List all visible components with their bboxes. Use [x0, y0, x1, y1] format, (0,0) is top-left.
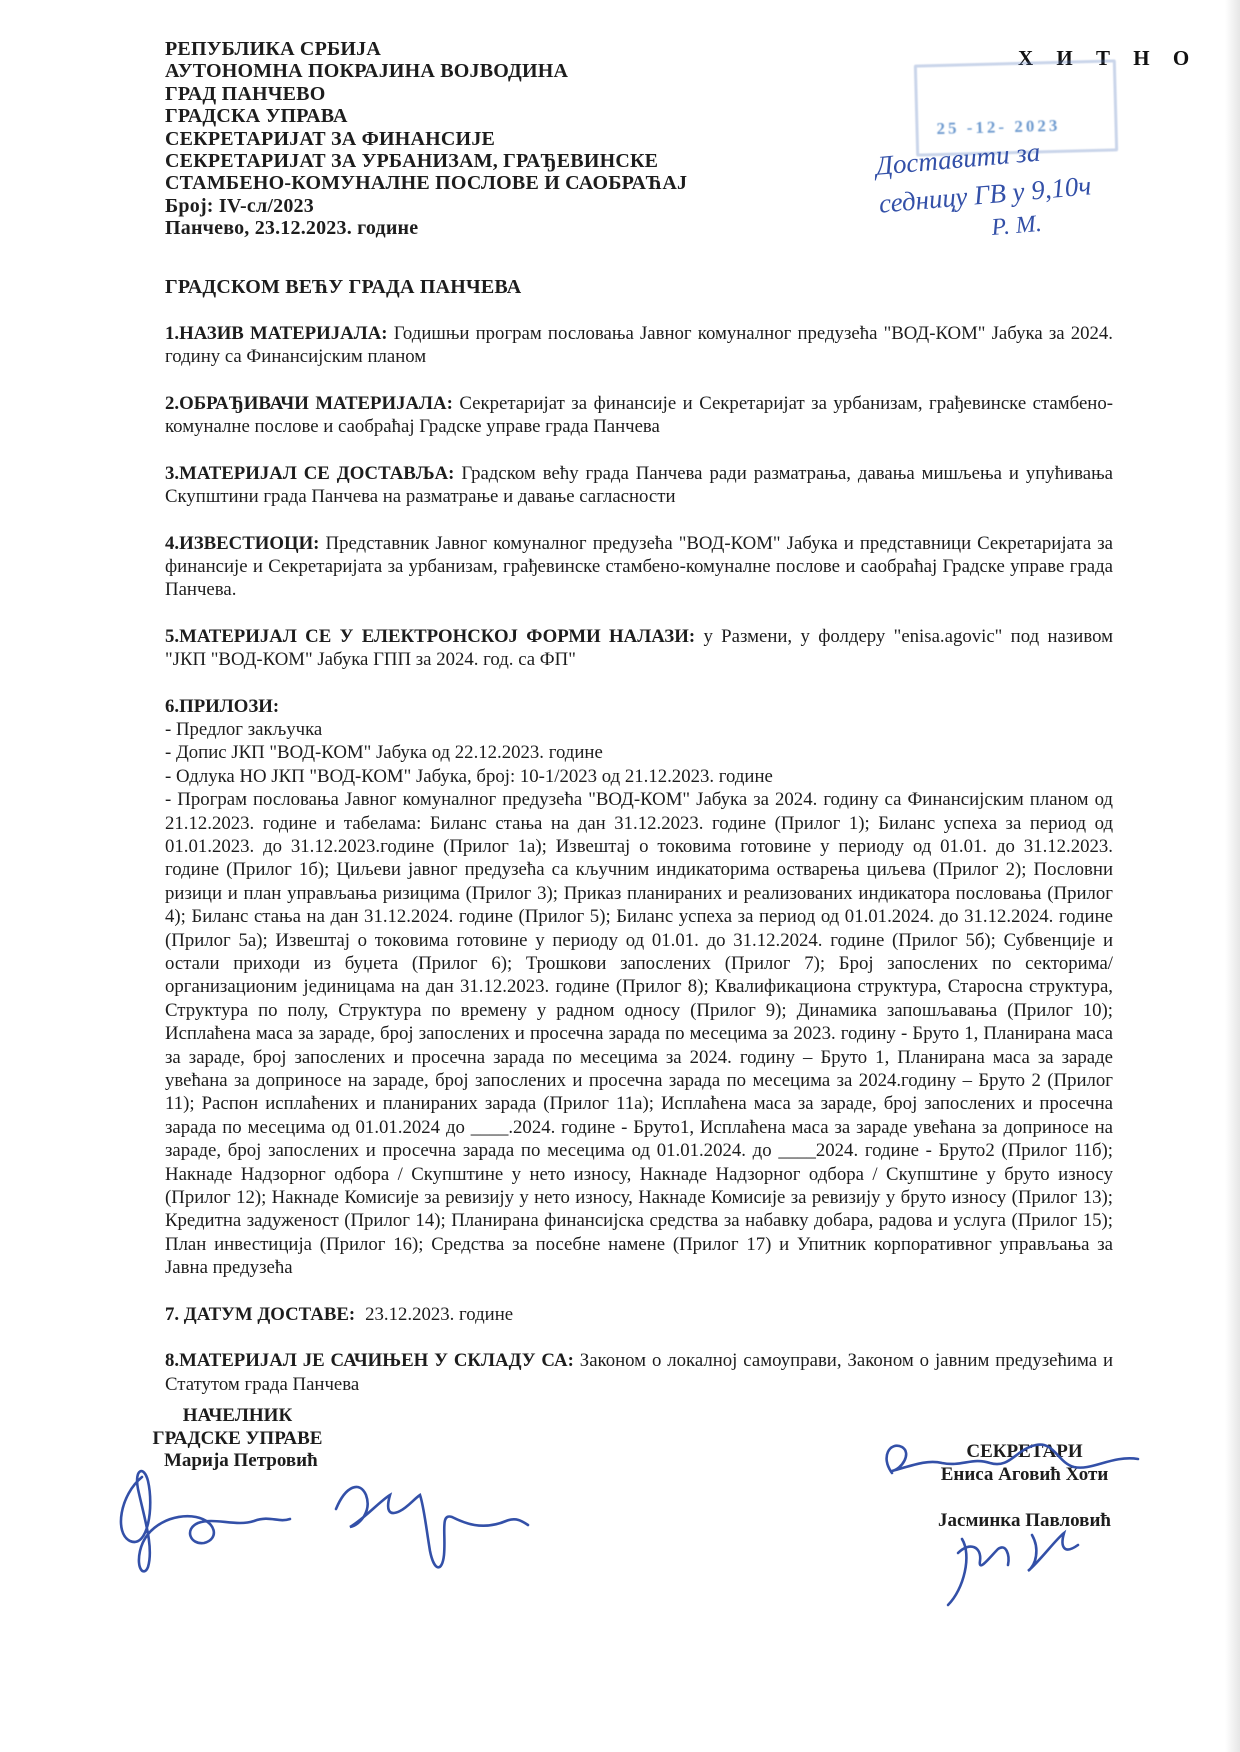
section-8: [165, 1349, 1113, 1396]
letterhead: [165, 38, 1113, 240]
urgent-label: Х И Т Н О: [1018, 46, 1199, 70]
sig-left-title1: НАЧЕЛНИК: [182, 1405, 293, 1426]
section-4: [165, 532, 1113, 602]
attachment-item-program: - Програм пословања Јавног комуналног предузећа "ВОД-КОМ" Јабука за 2024. годину са Финансијским планом од 21.12.2023. године и табелама: Биланс стања на дан 31.12.2023. године (Прилог 1); Биланс успеха за период од 01.01.2023. до 31.12.2023.године (Прилог 1а); Извештај о токовима готовине у периоду од 01.01. до 31.12.2023. године (Прилог 1б); Циљеви јавног предузећа са кључним индикаторима остварења циљева (Прилог 2); Пословни ризици и план управљања ризицима (Прилог 3); Приказ планираних и реализованих индикатора пословања (Прилог 4); Биланс стања на дан 31.12.2024. године (Прилог 5); Биланс успеха за период од 01.01.2024. до 31.12.2024. године (Прилог 5а); Извештај о токовима готовине у периоду од 01.01. до 31.12.2024. године (Прилог 5б); Субвенције и остали приходи из буџета (Прилог 6); Трошкови запослених (Прилог 7); Број запослених по секторима/организационим јединицама на дан 31.12.2023. године (Прилог 8); Квалификациона структура, Старосна структура, Структура по полу, Структура по времену у радном односу (Прилог 9); Динамика запошљавања (Прилог 10); Исплаћена маса за зараде, број запослених и просечна зарада по месецима за 2023. годину - Бруто 1, Планирана маса за зараде, број запослених и просечна зарада по месецима за 2024. годину – Бруто 1, Планирана маса за зараде увећана за доприносе на зараде, број запослених и просечна зарада по месецима за 2024.годину – Бруто 2 (Прилог 11); Распон исплаћених и планираних зарада (Прилог 11а); Исплаћена маса за зараде, број запослених и просечна зарада по месецима од 01.01.2024 до ____.2024. године - Бруто1, Исплаћена маса за зараде увећана за доприносе на зараде, број запослених и просечна зарада по месецима од 01.01.2024. до ____2024. године - Бруто2 (Прилог 11б); Накнаде Надзорног одбора / Скупштине у нето износу, Накнаде Надзорног одбора / Скупштине у бруто износу (Прилог 12); Накнаде Комисије за ревизију у нето износу, Накнаде Комисије за ревизију у бруто износу (Прилог 13); Кредитна задуженост (Прилог 14); Планирана финансијска средства за набавку добара, радова и услуга (Прилог 15); План инвестиција (Прилог 16); Средства за посебне намене (Прилог 17) и Упитник корпоративног управљања за Јавна предузећа: [165, 789, 1113, 1279]
section-2: [165, 392, 1113, 439]
letterhead-line: СЕКРЕТАРИЈАТ ЗА ФИНАНСИЈЕ: [165, 127, 496, 150]
sig-left-name: Марија Петровић: [164, 1450, 318, 1471]
section-6-label: 6.ПРИЛОЗИ:: [165, 695, 280, 717]
stamp-date: 25 -12- 2023: [936, 115, 1061, 139]
section-5: [165, 625, 1113, 672]
section-3: [165, 462, 1113, 509]
section-8-text: Законом о локалној самоуправи, Законом о јавним предузећима и Статутом града Панчева: [165, 1350, 1113, 1395]
letterhead-line: АУТОНОМНА ПОКРАЈИНА ВОЈВОДИНА: [165, 60, 569, 83]
sig-right-name2: Јасминка Павловић: [938, 1510, 1111, 1531]
handwritten-note-line2: седницу ГВ у 9,10ч: [877, 170, 1093, 219]
section-2-text: Секретаријат за финансије и Секретаријат за урбанизам, грађевинске стамбено-комуналне послове и саобраћај Градске управе града Панчева: [165, 392, 1113, 438]
section-4-label: 4.ИЗВЕСТИОЦИ:: [165, 532, 320, 554]
sig-left-title2: ГРАДСКЕ УПРАВЕ: [152, 1427, 323, 1449]
letterhead-line: ГРАДСКА УПРАВА: [165, 105, 348, 128]
section-7-text: 23.12.2023. године: [365, 1303, 514, 1325]
attachment-item: - Допис ЈКП "ВОД-КОМ" Јабука од 22.12.2023. године: [165, 742, 603, 764]
handwritten-initials: Р. М.: [990, 210, 1043, 242]
signature-area: [0, 1405, 1240, 1655]
letterhead-line: РЕПУБЛИКА СРБИЈА: [165, 38, 382, 60]
sig-right-title: СЕКРЕТАРИ: [966, 1441, 1083, 1462]
letterhead-line: ГРАД ПАНЧЕВО: [165, 82, 326, 105]
attachment-item: - Предлог закључка: [165, 718, 323, 740]
letterhead-line: СЕКРЕТАРИЈАТ ЗА УРБАНИЗАМ, ГРАЂЕВИНСКЕ: [165, 150, 659, 173]
section-3-text: Градском већу града Панчева ради разматрања, давања мишљења и упућивања Скупштини града Панчева на разматрање и давање сагласности: [165, 462, 1114, 508]
letterhead-line: СТАМБЕНО-КОМУНАЛНЕ ПОСЛОВЕ И САОБРАЋАЈ: [165, 172, 688, 195]
document-number: Број: IV-сл/2023: [165, 194, 314, 217]
section-5-text: у Размени, у фолдеру "enisa.agovic" под називом "ЈКП "ВОД-КОМ" Јабука ГПП за 2024. год. са ФП": [165, 625, 1113, 671]
section-4-text: Представник Јавног комуналног предузећа "ВОД-КОМ" Јабука и представници Секретаријата за финансије и Секретаријата за урбанизам, грађевинске стамбено-комуналне послове и саобраћај Градске управе града Панчева.: [165, 532, 1113, 601]
section-5-label: 5.МАТЕРИЈАЛ СЕ У ЕЛЕКТРОНСКОЈ ФОРМИ НАЛАЗИ:: [165, 625, 696, 647]
section-2-label: 2.ОБРАЂИВАЧИ МАТЕРИЈАЛА:: [165, 392, 453, 414]
attachment-item: - Одлука НО ЈКП "ВОД-КОМ" Јабука, број: 10-1/2023 од 21.12.2023. године: [165, 765, 773, 787]
section-1: [165, 322, 1113, 369]
document-content: [165, 38, 1113, 1396]
section-1-text: Годишњи програм пословања Јавног комуналног предузећа "ВОД-КОМ" Јабука за 2024. годину са Финансијским планом: [165, 323, 1113, 368]
section-8-label: 8.МАТЕРИЈАЛ ЈЕ САЧИЊЕН У СКЛАДУ СА:: [165, 1350, 574, 1372]
signature-enisa-agovic-hoti: [868, 1429, 1158, 1493]
addressee: ГРАДСКОМ ВЕЋУ ГРАДА ПАНЧЕВА: [165, 275, 522, 298]
section-1-label: 1.НАЗИВ МАТЕРИЈАЛА:: [165, 323, 388, 345]
signature-jasminka-pavlovic: [928, 1521, 1108, 1613]
section-7-label: 7. ДАТУМ ДОСТАВЕ:: [165, 1303, 356, 1325]
sig-right-name1: Ениса Аговић Хоти: [940, 1463, 1109, 1485]
page-edge-shadow: [1225, 0, 1240, 1752]
handwritten-note-line1: Доставити за: [874, 136, 1042, 181]
section-3-label: 3.МАТЕРИЈАЛ СЕ ДОСТАВЉА:: [165, 462, 455, 484]
section-7: [165, 1303, 1113, 1326]
document-date-place: Панчево, 23.12.2023. године: [165, 217, 419, 240]
signature-marija-petrovic: [108, 1455, 538, 1585]
